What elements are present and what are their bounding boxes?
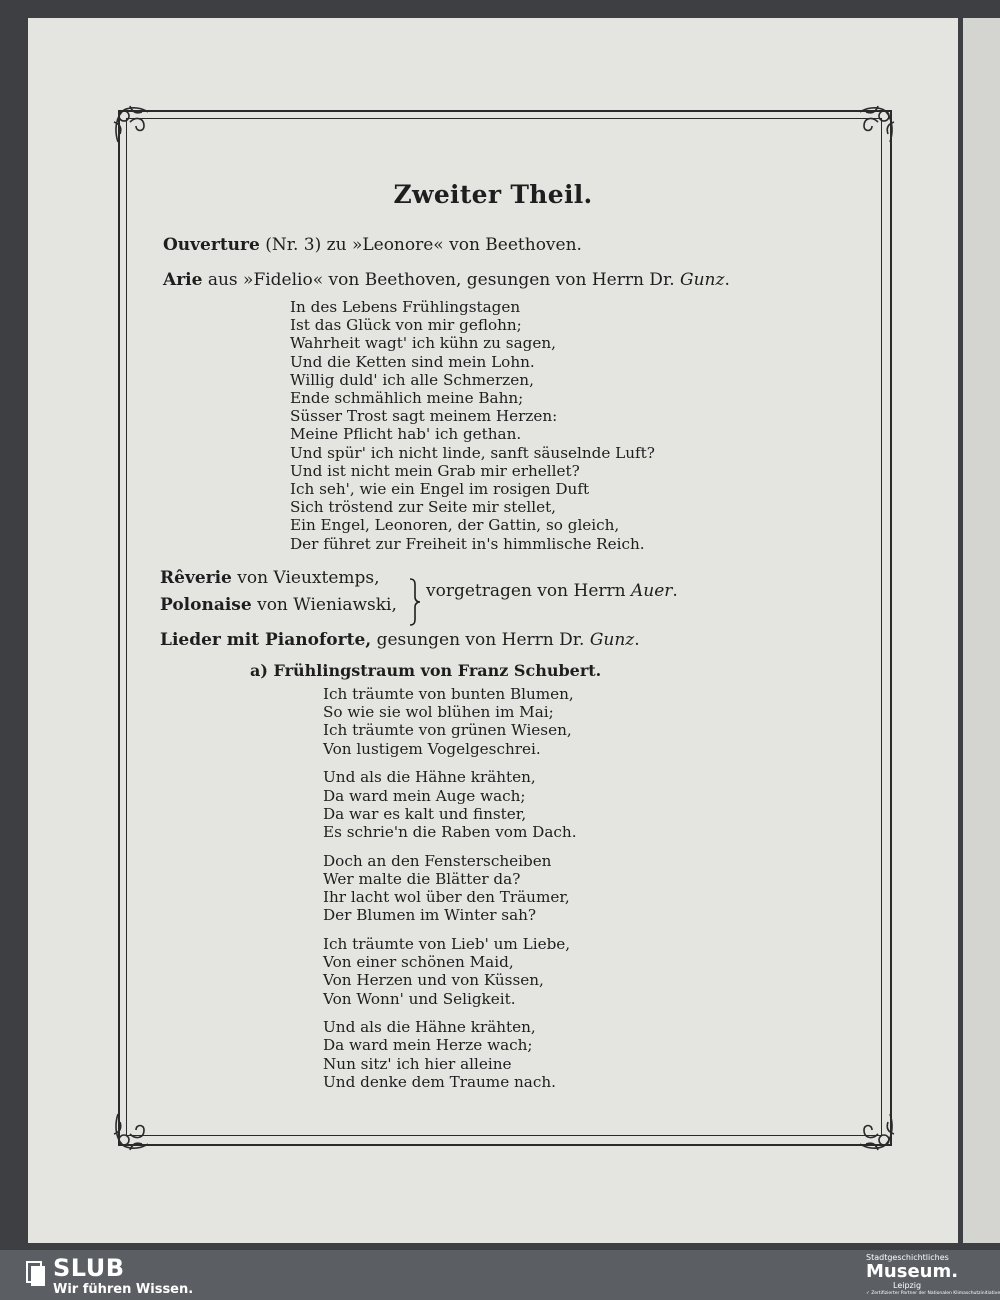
lieder-end: . — [634, 630, 640, 650]
verse-line: Ende schmählich meine Bahn; — [290, 389, 524, 408]
ouverture-label: Ouverture — [163, 235, 260, 255]
arie-verse — [290, 298, 655, 553]
stanza — [323, 685, 577, 758]
verse-line: Ein Engel, Leonoren, der Gattin, so gleich, — [290, 516, 620, 535]
vorgetragen-line — [426, 581, 678, 601]
verse-line: Ich träumte von grünen Wiesen, — [323, 721, 572, 740]
stanza — [323, 768, 577, 841]
verse-line: Willig duld' ich alle Schmerzen, — [290, 370, 534, 389]
vorgetragen-performer: Auer — [630, 581, 673, 601]
library-name: SLUB — [53, 1254, 125, 1282]
polonaise-label: Polonaise — [160, 595, 252, 615]
verse-line: Und die Ketten sind mein Lohn. — [290, 352, 535, 371]
arie-singer: Gunz — [680, 270, 725, 290]
verse-line: Ist das Glück von mir geflohn; — [290, 316, 522, 335]
reverie-text: von Vieuxtemps, — [231, 568, 380, 588]
verse-line: Und denke dem Traume nach. — [323, 1072, 556, 1091]
verse-line: Da war es kalt und finster, — [323, 804, 527, 823]
museum-prefix: Stadtgeschichtliches — [866, 1253, 949, 1262]
museum-city: Leipzig — [893, 1281, 922, 1290]
verse-line: Und als die Hähne krähten, — [323, 1018, 536, 1037]
next-page-edge — [963, 18, 1000, 1243]
verse-line: Ihr lacht wol über den Träumer, — [323, 888, 570, 907]
polonaise-line — [160, 595, 397, 615]
section-title: Zweiter Theil. — [393, 180, 593, 209]
ouverture-text: (Nr. 3) zu »Leonore« von Beethoven. — [259, 235, 582, 255]
verse-line: Und als die Hähne krähten, — [323, 768, 536, 787]
lieder-label: Lieder mit Pianoforte, — [160, 630, 372, 650]
verse-line: Nun sitz' ich hier alleine — [323, 1054, 512, 1073]
page-content — [28, 18, 958, 1243]
verse-line: Sich tröstend zur Seite mir stellet, — [290, 498, 557, 517]
verse-line: So wie sie wol blühen im Mai; — [323, 703, 554, 722]
verse-line: In des Lebens Frühlingstagen — [290, 298, 521, 316]
verse-line: Meine Pflicht hab' ich gethan. — [290, 425, 522, 444]
lied-verse — [323, 685, 577, 1102]
reverie-label: Rêverie — [160, 568, 232, 588]
verse-line: Ich träumte von Lieb' um Liebe, — [323, 934, 571, 953]
stanza — [323, 935, 577, 1008]
arie-line — [163, 270, 730, 290]
reverie-line — [160, 568, 380, 588]
verse-line: Süsser Trost sagt meinem Herzen: — [290, 407, 558, 426]
brace-icon — [408, 578, 422, 626]
lieder-singer: Gunz — [589, 630, 635, 650]
verse-line: Ich seh', wie ein Engel im rosigen Duft — [290, 480, 590, 499]
stanza — [323, 852, 577, 925]
verse-line: Da ward mein Herze wach; — [323, 1036, 533, 1055]
verse-line: Es schrie'n die Raben vom Dach. — [323, 822, 577, 841]
arie-text: aus »Fidelio« von Beethoven, gesungen von Herrn Dr. — [202, 270, 681, 290]
polonaise-text: von Wieniawski, — [251, 595, 397, 615]
vorgetragen-end: . — [672, 581, 678, 601]
verse-line: Und spür' ich nicht linde, sanft säuselnde Luft? — [290, 443, 655, 462]
document-page — [28, 18, 958, 1243]
verse-line: Wahrheit wagt' ich kühn zu sagen, — [290, 334, 556, 353]
library-tagline: Wir führen Wissen. — [53, 1282, 194, 1297]
verse-line: Von Herzen und von Küssen, — [323, 971, 544, 990]
ouverture-line — [163, 235, 582, 255]
verse-line: Da ward mein Auge wach; — [323, 786, 526, 805]
slub-logo-icon — [26, 1261, 46, 1287]
verse-line: Wer malte die Blätter da? — [323, 869, 521, 888]
verse-line: Von einer schönen Maid, — [323, 953, 514, 972]
verse-line: Der Blumen im Winter sah? — [323, 906, 537, 925]
lieder-line — [160, 630, 640, 650]
museum-certification: ✓ Zertifizierter Partner der Nationalen Klimaschutzinitiative — [866, 1291, 1000, 1296]
lied-subtitle: a) Frühlingstraum von Franz Schubert. — [250, 661, 602, 680]
verse-line: Von lustigem Vogelgeschrei. — [323, 739, 541, 758]
stanza — [323, 1018, 577, 1091]
vorgetragen-text: vorgetragen von Herrn — [426, 581, 631, 601]
verse-line: Der führet zur Freiheit in's himmlische Reich. — [290, 534, 645, 553]
verse-line: Von Wonn' und Seligkeit. — [323, 989, 516, 1008]
arie-label: Arie — [163, 270, 203, 290]
verse-line: Und ist nicht mein Grab mir erhellet? — [290, 461, 580, 480]
lieder-text: gesungen von Herrn Dr. — [371, 630, 590, 650]
footer-bar — [0, 1250, 1000, 1300]
arie-end: . — [724, 270, 730, 290]
verse-line: Doch an den Fensterscheiben — [323, 851, 552, 870]
museum-name: Museum. — [866, 1261, 959, 1282]
verse-line: Ich träumte von bunten Blumen, — [323, 685, 574, 703]
